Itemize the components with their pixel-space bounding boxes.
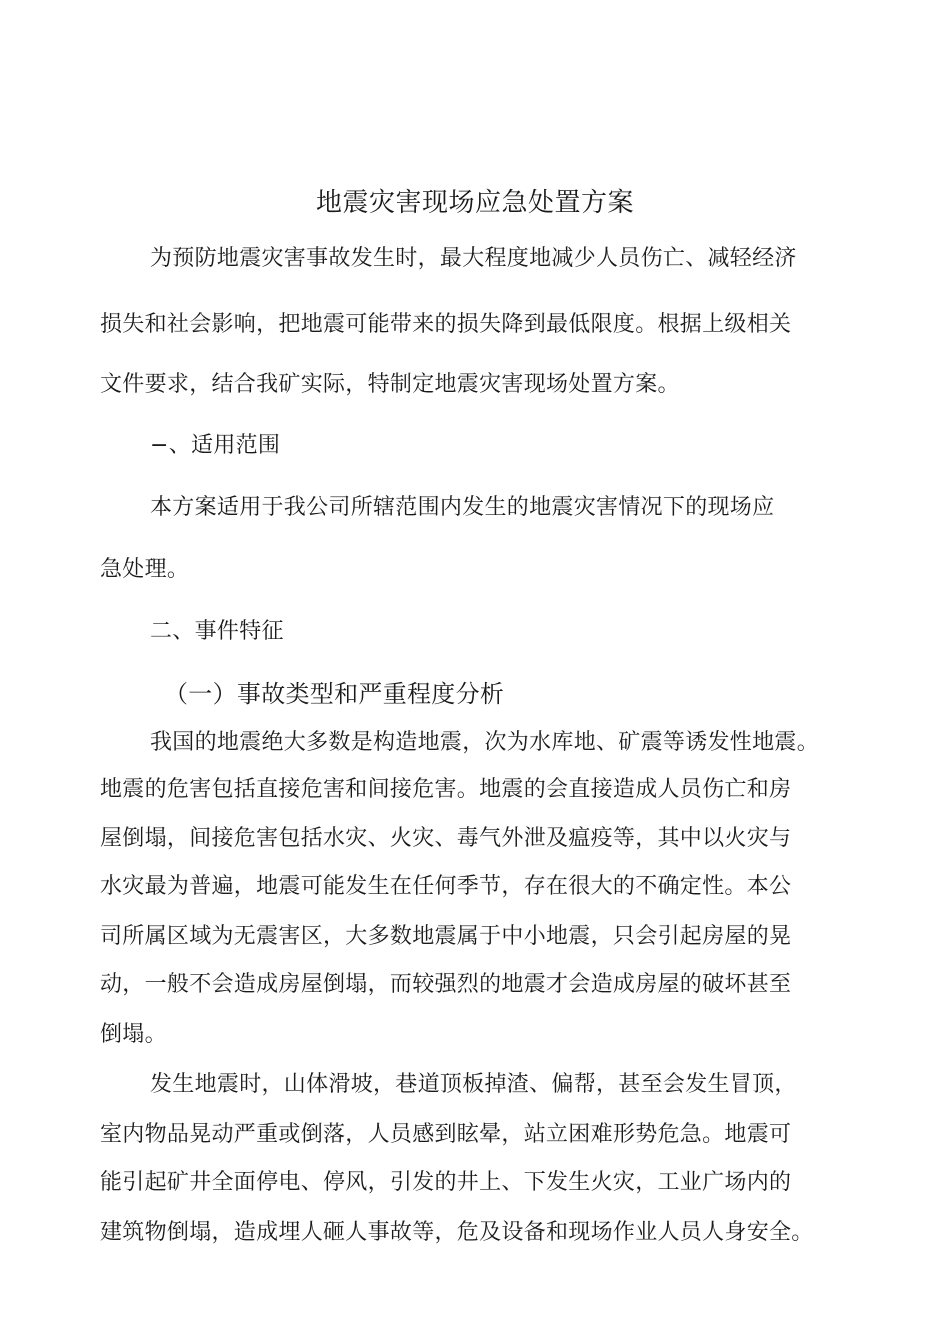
section2-p1-line-2: 地震的危害包括直接危害和间接危害。地震的会直接造成人员伤亡和房 <box>100 777 792 802</box>
section2-p2-line-3: 能引起矿井全面停电、停风，引发的井上、下发生火灾，工业广场内的 <box>100 1170 792 1195</box>
intro-line-1: 为预防地震灾害事故发生时，最大程度地减少人员伤亡、减轻经济 <box>150 246 797 271</box>
section2-heading: 二、事件特征 <box>150 619 284 644</box>
intro-line-3: 文件要求，结合我矿实际，特制定地震灾害现场处置方案。 <box>100 372 680 397</box>
section1-heading: −、适用范围 <box>150 433 281 458</box>
section2-p1-line-4: 水灾最为普遍，地震可能发生在任何季节，存在很大的不确定性。本公 <box>100 874 792 899</box>
section2-p1-line-5: 司所属区域为无震害区，大多数地震属于中小地震，只会引起房屋的晃 <box>100 924 792 949</box>
section2-p2-line-2: 室内物品晃动严重或倒落，人员感到眩晕，站立困难形势危急。地震可 <box>100 1122 792 1147</box>
intro-line-2: 损失和社会影响，把地震可能带来的损失降到最低限度。根据上级相关 <box>100 312 792 337</box>
document-title: 地震灾害现场应急处置方案 <box>315 188 634 218</box>
section2-p1-line-7: 倒塌。 <box>100 1022 167 1047</box>
section1-line-1: 本方案适用于我公司所辖范围内发生的地震灾害情况下的现场应 <box>150 495 775 520</box>
section2-subheading: （一）事故类型和严重程度分析 <box>164 680 505 708</box>
section2-p1-line-1: 我国的地震绝大多数是构造地震，次为水库地、矿震等诱发性地震。 <box>150 730 820 755</box>
section2-p2-line-1: 发生地震时，山体滑坡，巷道顶板掉渣、偏帮，甚至会发生冒顶， <box>150 1072 797 1097</box>
section2-p1-line-6: 动，一般不会造成房屋倒塌，而较强烈的地震才会造成房屋的破坏甚至 <box>100 972 792 997</box>
section2-p2-line-4: 建筑物倒塌，造成埋人砸人事故等，危及设备和现场作业人员人身安全。 <box>100 1220 814 1245</box>
section2-p1-line-3: 屋倒塌，间接危害包括水灾、火灾、毒气外泄及瘟疫等，其中以火灾与 <box>100 826 792 851</box>
section1-line-2: 急处理。 <box>100 557 190 582</box>
